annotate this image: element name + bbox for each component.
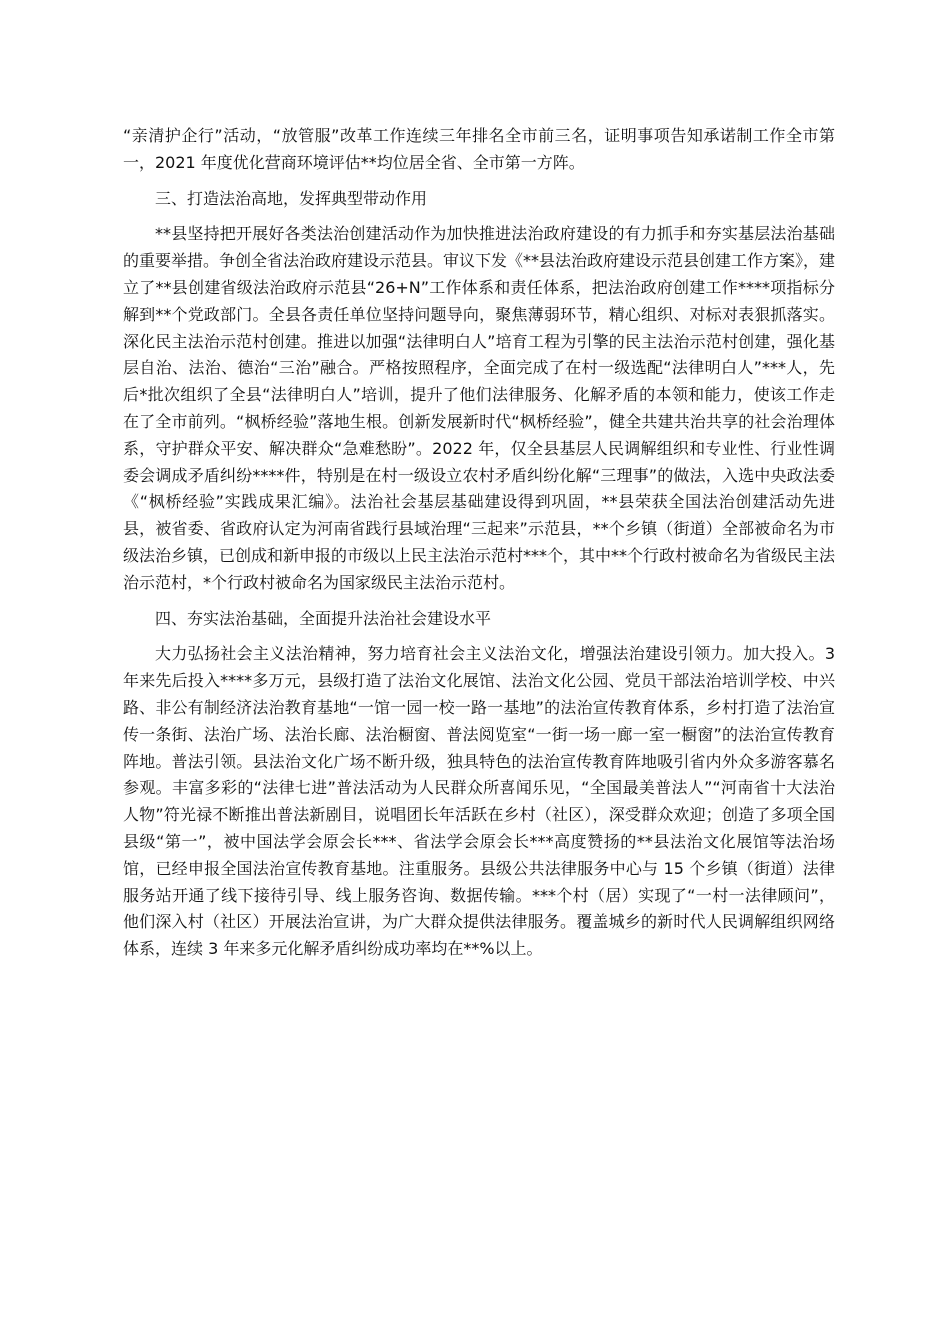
document-body bbox=[123, 123, 835, 963]
paragraph-section-four: 大力弘扬社会主义法治精神，努力培育社会主义法治文化，增强法治建设引领力。加大投入。3 年来先后投入****多万元，县级打造了法治文化展馆、法治文化公园、党员干部法治培训学校、中兴路、非公有制经济法治教育基地“一馆一园一校一路一基地”的法治宣传教育体系，乡村打造了法治宣传一条街、法治广场、法治长廊、法治橱窗、普法阅览室“一街一场一廊一室一橱窗”的法治宣传教育阵地。普法引领。县法治文化广场不断升级，独具特色的法治宣传教育阵地吸引省内外众多游客慕名参观。丰富多彩的“法律七进”普法活动为人民群众所喜闻乐见，“全国最美普法人”“河南省十大法治人物”符光禄不断推出普法新剧目，说唱团长年活跃在乡村（社区），深受群众欢迎；创造了多项全国县级“第一”，被中国法学会原会长***、省法学会原会长***高度赞扬的**县法治文化展馆等法治场馆，已经申报全国法治宣传教育基地。注重服务。县级公共法律服务中心与 15 个乡镇（街道）法律服务站开通了线下接待引导、线上服务咨询、数据传输。***个村（居）实现了“一村一法律顾问”，他们深入村（社区）开展法治宣讲，为广大群众提供法律服务。覆盖城乡的新时代人民调解组织网络体系，连续 3 年来多元化解矛盾纠纷成功率均在**%以上。 bbox=[123, 644, 835, 959]
section-heading-four: 四、夯实法治基础，全面提升法治社会建设水平 bbox=[155, 608, 492, 628]
section-heading-three: 三、打造法治高地，发挥典型带动作用 bbox=[155, 188, 428, 208]
paragraph-continuation: “亲清护企行”活动，“放管服”改革工作连续三年排名全市前三名，证明事项告知承诺制工作全市第一，2021 年度优化营商环境评估**均位居全省、全市第一方阵。 bbox=[123, 126, 835, 172]
paragraph-section-three: **县坚持把开展好各类法治创建活动作为加快推进法治政府建设的有力抓手和夯实基层法治基础的重要举措。争创全省法治政府建设示范县。审议下发《**县法治政府建设示范县创建工作方案》，建立了**县创建省级法治政府示范县“26+N”工作体系和责任体系，把法治政府创建工作****项指标分解到**个党政部门。全县各责任单位坚持问题导向，聚焦薄弱环节，精心组织、对标对表狠抓落实。深化民主法治示范村创建。推进以加强“法律明白人”培育工程为引擎的民主法治示范村创建，强化基层自治、法治、德治“三治”融合。严格按照程序，全面完成了在村一级选配“法律明白人”***人，先后*批次组织了全县“法律明白人”培训，提升了他们法律服务、化解矛盾的本领和能力，使该工作走在了全市前列。“枫桥经验”落地生根。创新发展新时代“枫桥经验”，健全共建共治共享的社会治理体系，守护群众平安、解决群众“急难愁盼”。2022 年，仅全县基层人民调解组织和专业性、行业性调委会调成矛盾纠纷****件，特别是在村一级设立农村矛盾纠纷化解“三理事”的做法，入选中央政法委《“枫桥经验”实践成果汇编》。法治社会基层基础建设得到巩固，**县荣获全国法治创建活动先进县，被省委、省政府认定为河南省践行县域治理“三起来”示范县，**个乡镇（街道）全部被命名为市级法治乡镇，已创成和新申报的市级以上民主法治示范村***个，其中**个行政村被命名为省级民主法治示范村，*个行政村被命名为国家级民主法治示范村。 bbox=[123, 224, 836, 592]
